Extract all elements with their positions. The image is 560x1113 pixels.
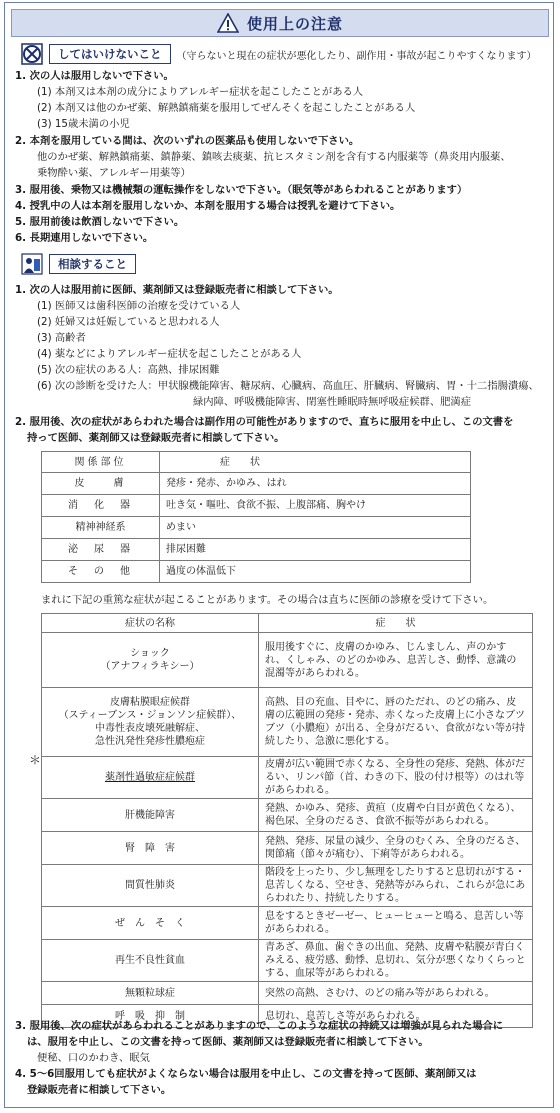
table-cell: 腎 障 害: [42, 832, 259, 865]
table-row: [42, 614, 533, 633]
consult-item: (6) 次の診断を受けた人：甲状腺機能障害、糖尿病、心臓病、高血圧、肝臓病、腎臓病、胃・十二指腸潰瘍、: [37, 380, 539, 392]
table-cell: 消 化 器: [42, 495, 160, 517]
table-cell: 息切れ、息苦しさ等があらわれる。: [259, 1005, 533, 1028]
table-row: [42, 452, 471, 473]
consult-item: 登録販売者に相談して下さい。: [27, 1084, 172, 1096]
warning-icon: [217, 13, 239, 33]
consult-item: 4. 5～6回服用しても症状がよくならない場合は服用を中止し、この文書を持って医師、薬剤師又は: [15, 1068, 477, 1080]
table-row: [42, 799, 533, 832]
consult-item: 便秘、口のかわき、眠気: [37, 1052, 150, 1064]
dont-item: 他のかぜ薬、解熱鎮痛薬、鎮静薬、鎮咳去痰薬、抗ヒスタミン剤を含有する内服薬等（鼻炎用内服薬、: [37, 151, 511, 163]
table-cell: 吐き気・嘔吐、食欲不振、上腹部痛、胸やけ: [160, 495, 471, 517]
table-cell: 過度の体温低下: [160, 561, 471, 583]
dont-item: 3. 服用後、乗物又は機械類の運転操作をしないで下さい。（眠気等があらわれることがあります）: [15, 184, 468, 196]
table-cell: 排尿困難: [160, 539, 471, 561]
dont-item: 4. 授乳中の人は本剤を服用しないか、本剤を服用する場合は授乳を避けて下さい。: [15, 200, 401, 212]
table-row: [42, 757, 533, 799]
table-row: [42, 495, 471, 517]
table-cell: 発熱、かゆみ、発疹、黄疸（皮膚や白目が黄色くなる）、褐色尿、全身のだるさ、食欲不振等があらわれる。: [259, 799, 533, 832]
serious-symptom-table: [41, 613, 533, 1028]
table-header-cell: 症 状: [160, 452, 471, 473]
dont-item: 6. 長期連用しないで下さい。: [15, 232, 154, 244]
table-row: [42, 539, 471, 561]
table-cell: 発熱、発疹、尿量の減少、全身のむくみ、全身のだるさ、関節痛（節々が痛む）、下痢等があらわれる。: [259, 832, 533, 865]
table-cell: 皮膚が広い範囲で赤くなる、全身性の発疹、発熱、体がだるい、リンパ節（首、わきの下、股の付け根等）のはれ等があらわれる。: [259, 757, 533, 799]
table-row: [42, 517, 471, 539]
table-cell: 階段を上ったり、少し無理をしたりすると息切れがする・息苦しくなる、空せき、発熱等がみられ、これらが急にあらわれたり、持続したりする。: [259, 865, 533, 907]
dont-note: （守らないと現在の症状が悪化したり、副作用・事故が起こりやすくなります）: [176, 50, 537, 62]
consult-item: (2) 妊婦又は妊娠していると思われる人: [37, 316, 220, 328]
consult-item: 2. 服用後、次の症状があらわれた場合は副作用の可能性がありますので、直ちに服用を中止し、この文書を: [15, 416, 514, 428]
dont-item: 2. 本剤を服用している間は、次のいずれの医薬品も使用しないで下さい。: [15, 135, 360, 147]
table-cell: ぜ ん そ く: [42, 907, 259, 940]
dont-item: 5. 服用前後は飲酒しないで下さい。: [15, 216, 185, 228]
consult-item: 持って医師、薬剤師又は登録販売者に相談して下さい。: [27, 432, 285, 444]
table-cell: 泌 尿 器: [42, 539, 160, 561]
table-cell: めまい: [160, 517, 471, 539]
table-cell: 高熱、目の充血、目やに、唇のただれ、のどの痛み、皮膚の広範囲の発疹・発赤、赤くなった皮膚上に小さなブツブツ（小膿疱）が出る、全身がだるい、食欲がない等が持続したり、急激に悪化する。: [259, 688, 533, 757]
table-cell: 薬剤性過敏症症候群: [42, 757, 259, 799]
table-row: [42, 633, 533, 688]
dont-label: してはいけないこと: [49, 44, 171, 64]
table-row: [42, 832, 533, 865]
consult-item: (3) 高齢者: [37, 332, 86, 344]
table-cell: 再生不良性貧血: [42, 940, 259, 982]
table-header-cell: 関係部位: [42, 452, 160, 473]
consult-header: [21, 253, 136, 275]
table-header-cell: 症 状: [259, 614, 533, 633]
table-cell: 服用後すぐに、皮膚のかゆみ、じんましん、声のかすれ、くしゃみ、のどのかゆみ、息苦しさ、動悸、意識の混濁等があらわれる。: [259, 633, 533, 688]
consult-item: 1. 次の人は服用前に医師、薬剤師又は登録販売者に相談して下さい。: [15, 284, 339, 296]
table-cell: 精神神経系: [42, 517, 160, 539]
table-cell: 突然の高熱、さむけ、のどの痛み等があらわれる。: [259, 982, 533, 1005]
consult-item: (5) 次の症状のある人：高熱、排尿困難: [37, 364, 220, 376]
table-row: [42, 561, 471, 583]
table-cell: 無顆粒球症: [42, 982, 259, 1005]
table-cell: 青あざ、鼻血、歯ぐきの出血、発熱、皮膚や粘膜が青白くみえる、疲労感、動悸、息切れ、気分が悪くなりくらっとする、血尿等があらわれる。: [259, 940, 533, 982]
consult-person-icon: [21, 253, 43, 275]
consult-item: 緑内障、呼吸機能障害、閉塞性睡眠時無呼吸症候群、肥満症: [193, 396, 472, 408]
table-cell: 皮膚粘膜眼症候群 （スティーブンス・ジョンソン症候群）、 中毒性表皮壊死融解症、 急性汎発性発疹性膿疱症: [42, 688, 259, 757]
table-cell: 皮 膚: [42, 473, 160, 495]
table-row: [42, 940, 533, 982]
dont-item: (1) 本剤又は本剤の成分によりアレルギー症状を起こしたことがある人: [37, 86, 364, 98]
table-header-cell: 症状の名称: [42, 614, 259, 633]
consult-label: 相談すること: [49, 254, 136, 274]
table-cell: 肝機能障害: [42, 799, 259, 832]
table-cell: そ の 他: [42, 561, 160, 583]
table-cell: 息をするときゼーゼー、ヒューヒューと鳴る、息苦しい等があらわれる。: [259, 907, 533, 940]
consult-item: (1) 医師又は歯科医師の治療を受けている人: [37, 300, 241, 312]
consult-item: は、服用を中止し、この文書を持って医師、薬剤師又は登録販売者に相談して下さい。: [27, 1036, 429, 1048]
title-bar: [11, 9, 549, 37]
dont-item: (3) 15歳未満の小児: [37, 118, 130, 130]
dont-item: 1. 次の人は服用しないで下さい。: [15, 70, 174, 82]
table-cell: 間質性肺炎: [42, 865, 259, 907]
table-cell: ショック （アナフィラキシー）: [42, 633, 259, 688]
consult-item: (4) 薬などによりアレルギー症状を起こしたことがある人: [37, 348, 302, 360]
prohibited-icon: [21, 43, 43, 65]
table-row: [42, 473, 471, 495]
table-cell: 発疹・発赤、かゆみ、はれ: [160, 473, 471, 495]
rare-note: まれに下記の重篤な症状が起こることがあります。その場合は直ちに医師の診療を受けて下さい。: [41, 594, 494, 606]
dont-header: [21, 43, 537, 65]
page-title: 使用上の注意: [246, 14, 343, 33]
dont-item: (2) 本剤又は他のかぜ薬、解熱鎮痛薬を服用してぜんそくを起こしたことがある人: [37, 102, 416, 114]
table-row: [42, 865, 533, 907]
asterisk-mark: ＊: [29, 753, 42, 767]
table-row: [42, 982, 533, 1005]
caution-panel: [4, 2, 554, 1108]
table-row: [42, 688, 533, 757]
table-row: [42, 907, 533, 940]
consult-item: 3. 服用後、次の症状があらわれることがありますので、このような症状の持続又は増強が見られた場合に: [15, 1020, 504, 1032]
table-cell: 呼 吸 抑 制: [42, 1005, 259, 1028]
dont-item: 乗物酔い薬、アレルギー用薬等）: [37, 167, 191, 179]
side-effect-table: [41, 451, 471, 583]
